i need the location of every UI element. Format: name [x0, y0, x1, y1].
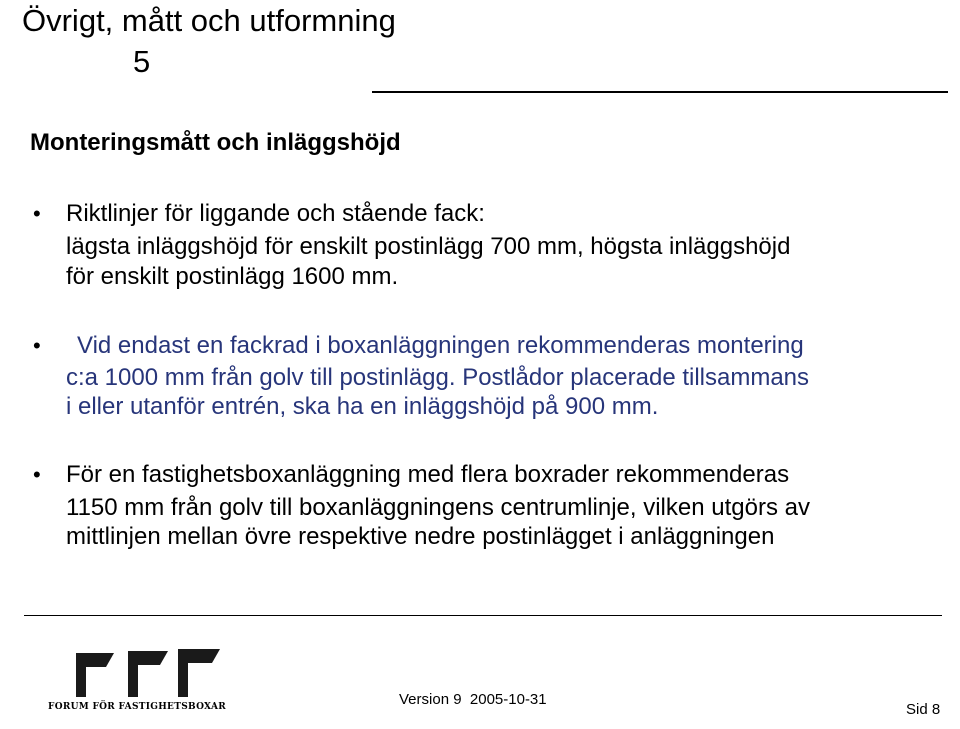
footer-divider — [24, 615, 942, 616]
slide-title: Övrigt, mått och utformning — [22, 3, 396, 38]
section-number: 5 — [133, 44, 151, 79]
forum-logo — [48, 637, 248, 721]
bullet-line: i eller utanför entrén, ska ha en inläggshöjd på 900 mm. — [66, 393, 659, 420]
bullet-line: Riktlinjer för liggande och stående fack: — [66, 200, 485, 227]
bullet-line: c:a 1000 mm från golv till postinlägg. Postlådor placerade tillsammans — [66, 364, 810, 391]
bullet-line: för enskilt postinlägg 1600 mm. — [66, 263, 399, 290]
logo-text: FORUM FÖR FASTIGHETSBOXAR — [48, 702, 227, 712]
version-label: Version 9 — [399, 691, 462, 708]
section-heading: Monteringsmått och inläggshöjd — [30, 129, 401, 156]
bullet-dot-icon: • — [33, 462, 41, 487]
bullet-line: Vid endast en fackrad i boxanläggningen rekommenderas montering — [77, 332, 804, 359]
bullet-line: mittlinjen mellan övre respektive nedre postinlägget i anläggningen — [66, 523, 775, 550]
bullet-line: lägsta inläggshöjd för enskilt postinlägg 700 mm, högsta inläggshöjd — [66, 233, 791, 260]
page-number: Sid 8 — [906, 701, 941, 718]
bullet-dot-icon: • — [33, 333, 41, 358]
bullet-line: 1150 mm från golv till boxanläggningens centrumlinje, vilken utgörs av — [66, 494, 810, 521]
version-date: 2005-10-31 — [469, 691, 547, 708]
logo-roofs-icon — [48, 637, 248, 699]
bullet-dot-icon: • — [33, 201, 41, 226]
bullet-line: För en fastighetsboxanläggning med flera boxrader rekommenderas — [66, 461, 790, 488]
footer-version — [399, 691, 547, 709]
title-underline-divider — [372, 91, 948, 93]
